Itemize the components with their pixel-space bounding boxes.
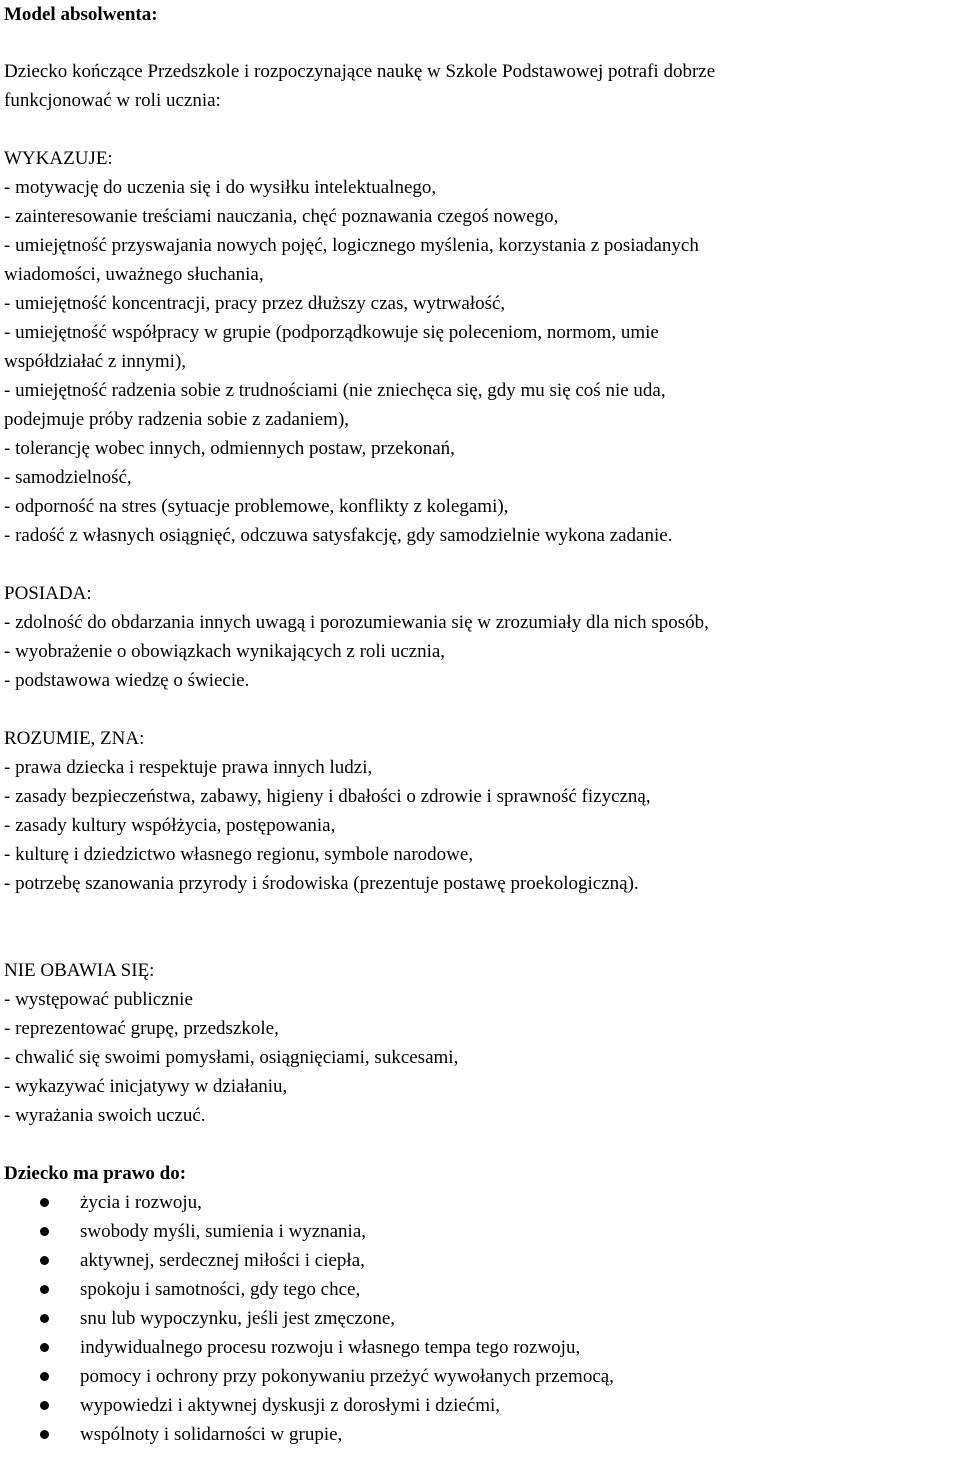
rights-item-text: indywidualnego procesu rozwoju i własnego tempa tego rozwoju, [80, 1337, 581, 1358]
intro-paragraph [4, 57, 956, 115]
list-item: wiadomości, uważnego słuchania, [4, 264, 264, 285]
bullet-icon [40, 1401, 49, 1410]
list-item: - zasady kultury współżycia, postępowania, [4, 815, 336, 836]
bullet-icon [40, 1430, 49, 1439]
list-item: - zdolność do obdarzania innych uwagą i porozumiewania się w zrozumiały dla nich sposób, [4, 612, 709, 633]
bullet-icon [40, 1285, 49, 1294]
rights-item-text: pomocy i ochrony przy pokonywaniu przeżyć wywołanych przemocą, [80, 1366, 614, 1387]
section-heading: ROZUMIE, ZNA: [4, 728, 145, 749]
list-item: - zasady bezpieczeństwa, zabawy, higieny i dbałości o zdrowie i sprawność fizyczną, [4, 786, 651, 807]
rights-item-text: spokoju i samotności, gdy tego chce, [80, 1279, 361, 1300]
bullet-icon [40, 1256, 49, 1265]
list-item: - tolerancję wobec innych, odmiennych postaw, przekonań, [4, 438, 455, 459]
document-page [4, 0, 956, 1449]
section-rozumie [4, 724, 956, 898]
section-heading-bold: Dziecko ma prawo do: [4, 1163, 187, 1184]
rights-item-text: wypowiedzi i aktywnej dyskusji z dorosłymi i dziećmi, [80, 1395, 501, 1416]
rights-item [4, 1333, 956, 1362]
section-prawa [4, 1159, 956, 1449]
rights-item [4, 1420, 956, 1449]
intro-line: Dziecko kończące Przedszkole i rozpoczynające naukę w Szkole Podstawowej potrafi dobrze [4, 61, 716, 82]
list-item: - kulturę i dziedzictwo własnego regionu, symbole narodowe, [4, 844, 474, 865]
section-nie-obawia [4, 956, 956, 1130]
bullet-icon [40, 1314, 49, 1323]
section-heading: WYKAZUJE: [4, 148, 113, 169]
rights-item [4, 1188, 956, 1217]
list-item: - motywację do uczenia się i do wysiłku intelektualnego, [4, 177, 437, 198]
list-item: - wykazywać inicjatywy w działaniu, [4, 1076, 288, 1097]
list-item: podejmuje próby radzenia sobie z zadaniem), [4, 409, 350, 430]
list-item: - odporność na stres (sytuacje problemowe, konflikty z kolegami), [4, 496, 509, 517]
list-item: - potrzebę szanowania przyrody i środowiska (prezentuje postawę proekologiczną). [4, 873, 639, 894]
rights-item-text: życia i rozwoju, [80, 1192, 202, 1213]
list-item: - umiejętność współpracy w grupie (podporządkowuje się poleceniom, normom, umie [4, 322, 659, 343]
bullet-icon [40, 1227, 49, 1236]
list-item: - reprezentować grupę, przedszkole, [4, 1018, 279, 1039]
list-item: współdziałać z innymi), [4, 351, 187, 372]
bullet-icon [40, 1372, 49, 1381]
rights-item [4, 1304, 956, 1333]
rights-item-text: aktywnej, serdecznej miłości i ciepła, [80, 1250, 365, 1271]
list-item: - umiejętność koncentracji, pracy przez dłuższy czas, wytrwałość, [4, 293, 506, 314]
list-item: - występować publicznie [4, 989, 193, 1010]
list-item: - podstawowa wiedzę o świecie. [4, 670, 250, 691]
page-title: Model absolwenta: [4, 4, 158, 25]
bullet-icon [40, 1198, 49, 1207]
rights-item-text: swobody myśli, sumienia i wyznania, [80, 1221, 367, 1242]
list-item: - wyrażania swoich uczuć. [4, 1105, 206, 1126]
rights-item [4, 1391, 956, 1420]
list-item: - umiejętność przyswajania nowych pojęć, logicznego myślenia, korzystania z posiadanych [4, 235, 699, 256]
rights-item [4, 1275, 956, 1304]
rights-list [4, 1188, 956, 1449]
rights-item [4, 1362, 956, 1391]
list-item: - zainteresowanie treściami nauczania, chęć poznawania czegoś nowego, [4, 206, 559, 227]
list-item: - chwalić się swoimi pomysłami, osiągnięciami, sukcesami, [4, 1047, 459, 1068]
list-item: - prawa dziecka i respektuje prawa innych ludzi, [4, 757, 373, 778]
intro-line: funkcjonować w roli ucznia: [4, 90, 221, 111]
list-item: - wyobrażenie o obowiązkach wynikających z roli ucznia, [4, 641, 446, 662]
section-heading: POSIADA: [4, 583, 92, 604]
section-heading: NIE OBAWIA SIĘ: [4, 960, 155, 981]
list-item: - radość z własnych osiągnięć, odczuwa satysfakcję, gdy samodzielnie wykona zadanie. [4, 525, 673, 546]
section-wykazuje [4, 144, 956, 550]
list-item: - samodzielność, [4, 467, 132, 488]
list-item: - umiejętność radzenia sobie z trudnościami (nie zniechęca się, gdy mu się coś nie uda, [4, 380, 666, 401]
bullet-icon [40, 1343, 49, 1352]
rights-item [4, 1217, 956, 1246]
section-posiada [4, 579, 956, 695]
rights-item-text: snu lub wypoczynku, jeśli jest zmęczone, [80, 1308, 396, 1329]
rights-item [4, 1246, 956, 1275]
rights-item-text: wspólnoty i solidarności w grupie, [80, 1424, 343, 1445]
